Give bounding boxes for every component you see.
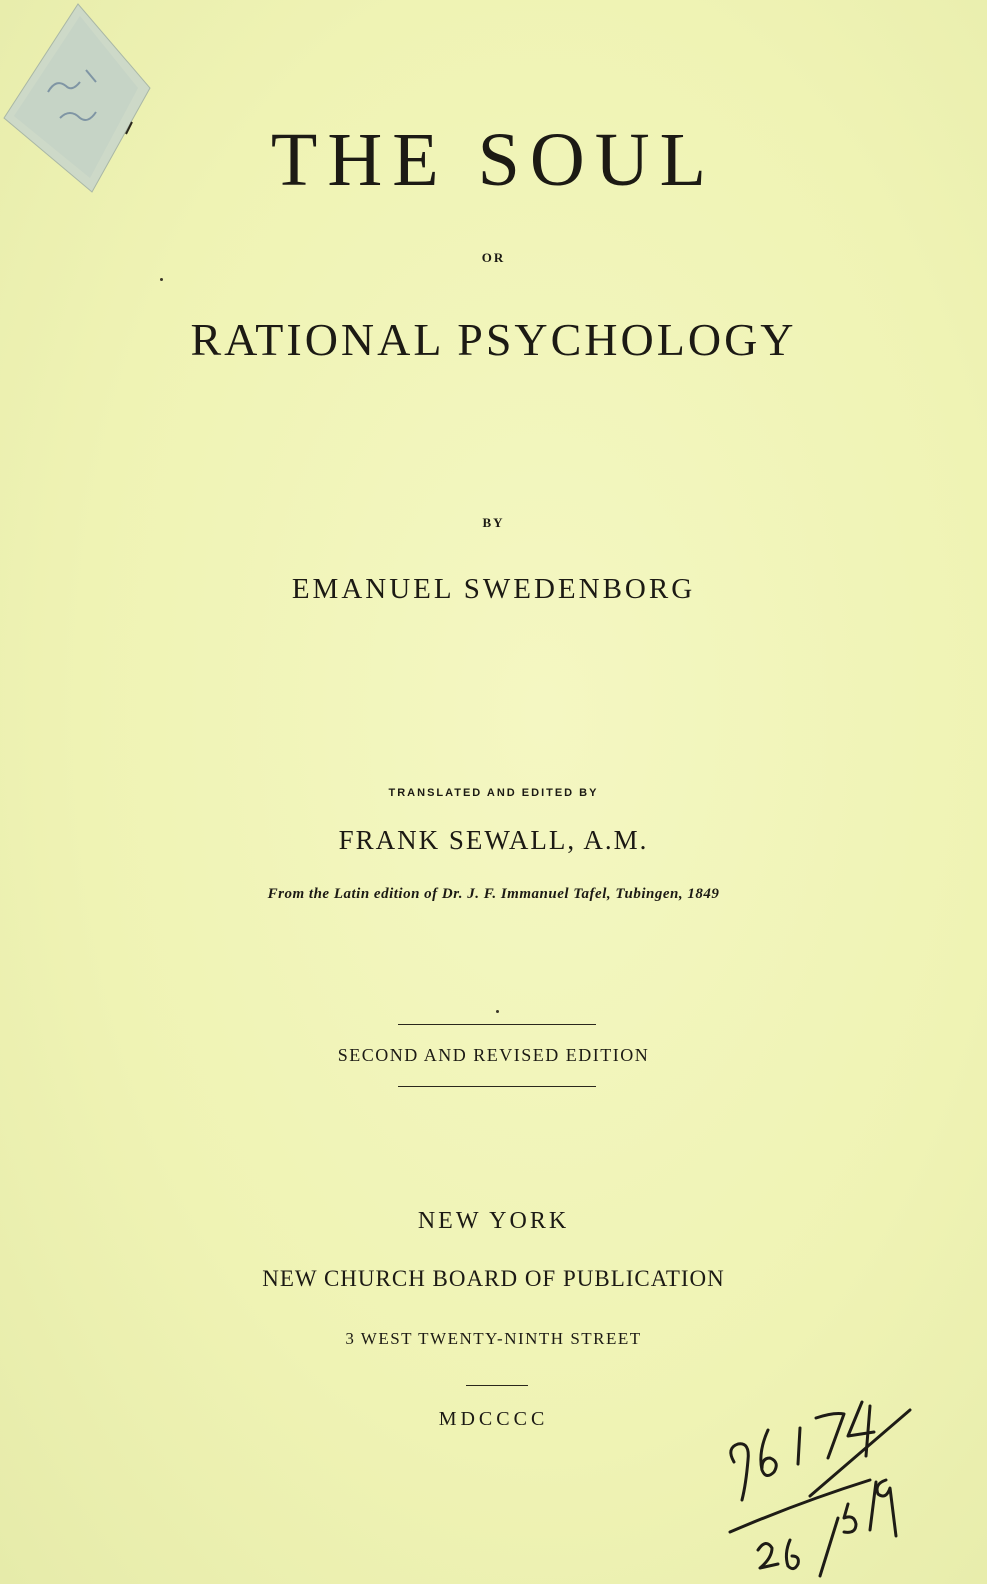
title-conjunction: OR <box>481 250 506 265</box>
by-label: BY <box>482 515 505 530</box>
divider-bottom <box>398 1086 596 1087</box>
handwritten-accession-mark <box>720 1400 930 1584</box>
translated-label: TRANSLATED AND EDITED BY <box>388 787 599 799</box>
divider-year <box>466 1385 528 1386</box>
author-name: EMANUEL SWEDENBORG <box>291 573 696 605</box>
source-edition-note: From the Latin edition of Dr. J. F. Immanuel Tafel, Tubingen, 1849 <box>267 886 720 902</box>
publisher-name: NEW CHURCH BOARD OF PUBLICATION <box>262 1266 725 1291</box>
paper-speck <box>496 1010 499 1013</box>
publication-year: MDCCCC <box>438 1408 549 1430</box>
edition-statement: SECOND AND REVISED EDITION <box>337 1045 650 1065</box>
translator-name: FRANK SEWALL, A.M. <box>338 825 649 855</box>
divider-top <box>398 1024 596 1025</box>
book-subtitle: RATIONAL PSYCHOLOGY <box>190 314 797 365</box>
publisher-address: 3 WEST TWENTY-NINTH STREET <box>345 1329 642 1348</box>
book-title: THE SOUL <box>270 118 717 202</box>
paper-speck <box>160 278 163 281</box>
publication-city: NEW YORK <box>417 1208 570 1234</box>
